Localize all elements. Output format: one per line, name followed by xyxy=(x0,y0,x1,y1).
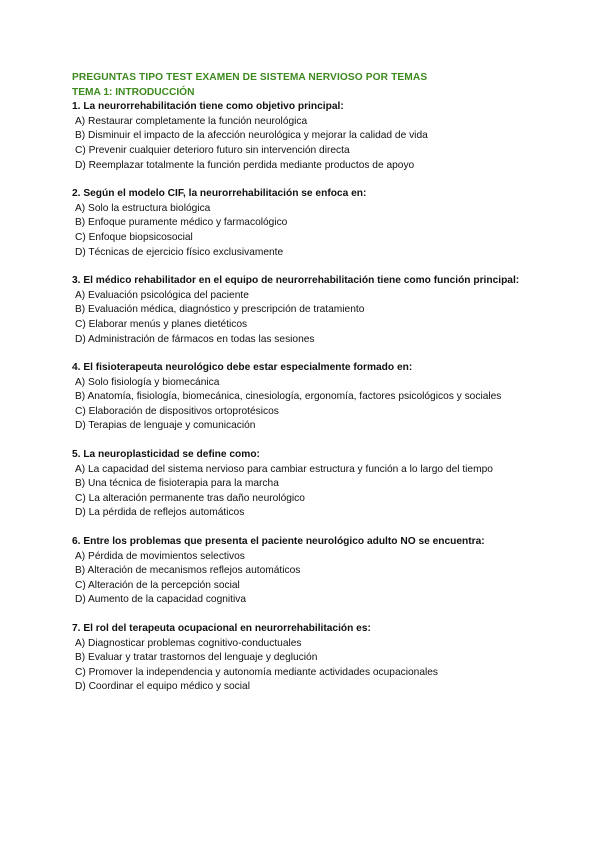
option-c: C) Promover la independencia y autonomía mediante actividades ocupacionales xyxy=(75,666,439,678)
option-c: C) Enfoque biopsicosocial xyxy=(75,231,193,243)
question-text: 2. Según el modelo CIF, la neurorrehabilitación se enfoca en: xyxy=(72,188,367,200)
question-text: 3. El médico rehabilitador en el equipo de neurorrehabilitación tiene como función principal: xyxy=(72,275,520,287)
question-text: 6. Entre los problemas que presenta el paciente neurológico adulto NO se encuentra: xyxy=(72,536,485,548)
question-text: 4. El fisioterapeuta neurológico debe estar especialmente formado en: xyxy=(72,362,413,374)
topic-title: TEMA 1: INTRODUCCIÓN xyxy=(72,86,195,98)
option-b: B) Alteración de mecanismos reflejos automáticos xyxy=(75,565,301,577)
option-a: A) La capacidad del sistema nervioso para cambiar estructura y función a lo largo del tiempo xyxy=(75,463,493,475)
question-4 xyxy=(72,361,526,434)
option-d: D) La pérdida de reflejos automáticos xyxy=(75,507,245,519)
option-d: D) Terapias de lenguaje y comunicación xyxy=(75,420,256,432)
option-c: C) Prevenir cualquier deterioro futuro sin intervención directa xyxy=(75,144,350,156)
option-c: C) La alteración permanente tras daño neurológico xyxy=(75,492,305,504)
question-text: 5. La neuroplasticidad se define como: xyxy=(72,449,260,461)
option-d: D) Técnicas de ejercicio físico exclusivamente xyxy=(75,246,284,258)
option-a: A) Evaluación psicológica del paciente xyxy=(75,289,249,301)
option-b: B) Evaluación médica, diagnóstico y prescripción de tratamiento xyxy=(75,304,365,316)
question-6 xyxy=(72,535,526,608)
option-b: B) Enfoque puramente médico y farmacológico xyxy=(75,217,288,229)
option-d: D) Aumento de la capacidad cognitiva xyxy=(75,594,247,606)
document-content xyxy=(72,71,526,709)
option-c: C) Elaboración de dispositivos ortoprotésicos xyxy=(75,405,279,417)
option-b: B) Una técnica de fisioterapia para la marcha xyxy=(75,478,279,490)
question-7 xyxy=(72,622,526,695)
question-5 xyxy=(72,448,526,521)
option-a: A) Restaurar completamente la función neurológica xyxy=(75,115,308,127)
option-d: D) Coordinar el equipo médico y social xyxy=(75,681,250,693)
option-a: A) Pérdida de movimientos selectivos xyxy=(75,550,245,562)
option-b: B) Evaluar y tratar trastornos del lenguaje y deglución xyxy=(75,652,318,664)
option-a: A) Diagnosticar problemas cognitivo-conductuales xyxy=(75,637,302,649)
option-d: D) Reemplazar totalmente la función perdida mediante productos de apoyo xyxy=(75,159,415,171)
option-c: C) Elaborar menús y planes dietéticos xyxy=(75,318,248,330)
option-a: A) Solo fisiología y biomecánica xyxy=(75,376,220,388)
question-1 xyxy=(72,100,526,173)
question-3 xyxy=(72,274,526,347)
question-text: 1. La neurorrehabilitación tiene como objetivo principal: xyxy=(72,101,344,113)
option-b: B) Anatomía, fisiología, biomecánica, cinesiología, ergonomía, factores psicológicos y sociales xyxy=(75,391,502,403)
option-a: A) Solo la estructura biológica xyxy=(75,202,211,214)
document-title: PREGUNTAS TIPO TEST EXAMEN DE SISTEMA NERVIOSO POR TEMAS xyxy=(72,72,428,83)
question-text: 7. El rol del terapeuta ocupacional en neurorrehabilitación es: xyxy=(72,623,371,634)
option-c: C) Alteración de la percepción social xyxy=(75,579,240,591)
question-2 xyxy=(72,187,526,260)
option-b: B) Disminuir el impacto de la afección neurológica y mejorar la calidad de vida xyxy=(75,130,428,142)
option-d: D) Administración de fármacos en todas las sesiones xyxy=(75,333,315,345)
